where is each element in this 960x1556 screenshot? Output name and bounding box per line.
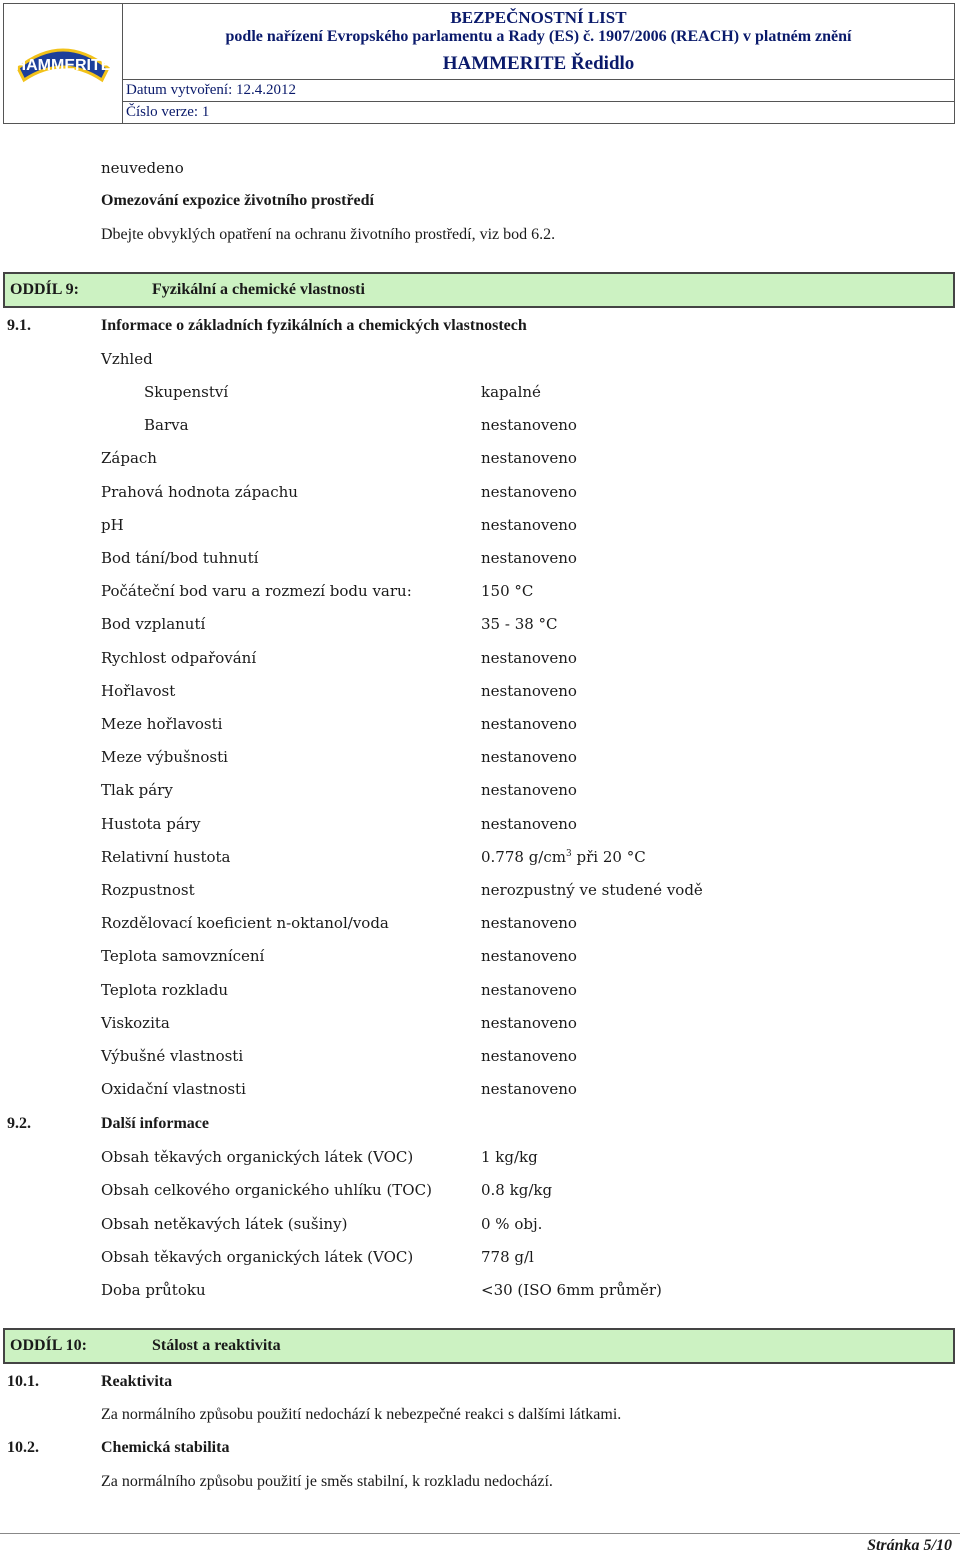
property-label: Tlak páry <box>101 781 173 799</box>
stability-text: Za normálního způsobu použití je směs stabilní, k rozkladu nedochází. <box>101 1473 553 1490</box>
property-label: Bod tání/bod tuhnutí <box>101 549 259 567</box>
hammerite-logo <box>4 4 122 123</box>
property-value <box>481 615 558 633</box>
reactivity-text: Za normálního způsobu použití nedochází k nebezpečné reakci s dalšími látkami. <box>101 1406 622 1423</box>
creation-date: Datum vytvoření: 12.4.2012 <box>126 82 296 98</box>
other-info-label: Obsah celkového organického uhlíku (TOC) <box>101 1181 432 1199</box>
property-label: Teplota samovznícení <box>101 947 265 965</box>
footer-divider <box>0 1533 960 1534</box>
subsection-9-2-number: 9.2. <box>7 1115 31 1132</box>
other-info-value: 0 % obj. <box>481 1215 543 1233</box>
subsection-10-1-title: Reaktivita <box>101 1373 173 1390</box>
property-value <box>481 549 577 567</box>
property-label: Hořlavost <box>101 682 176 700</box>
property-value <box>481 582 533 600</box>
intro-not-stated: neuvedeno <box>101 159 184 177</box>
property-value-text: nestanoveno <box>481 947 577 965</box>
env-exposure-heading: Omezování expozice životního prostředí <box>101 192 374 209</box>
subsection-9-1-number: 9.1. <box>7 317 31 334</box>
property-value <box>481 682 577 700</box>
property-label: Barva <box>144 416 189 434</box>
property-value-text: nestanoveno <box>481 682 577 700</box>
subsection-10-2-title: Chemická stabilita <box>101 1439 230 1456</box>
subsection-9-1-title: Informace o základních fyzikálních a chemických vlastnostech <box>101 317 527 334</box>
property-value-text: nerozpustný ve studené vodě <box>481 881 703 899</box>
property-label: Hustota páry <box>101 815 201 833</box>
header-info <box>123 4 954 123</box>
header-title-block <box>123 4 954 80</box>
property-value <box>481 914 577 932</box>
property-label: Rozdělovací koeficient n-oktanol/voda <box>101 914 389 932</box>
product-name: HAMMERITE Ředidlo <box>442 53 635 74</box>
property-value <box>481 1014 577 1032</box>
property-value-text: nestanoveno <box>481 914 577 932</box>
property-label: Relativní hustota <box>101 848 231 866</box>
section-9-title: Fyzikální a chemické vlastnosti <box>152 281 365 298</box>
property-label: Rychlost odpařování <box>101 649 257 667</box>
property-value-text: nestanoveno <box>481 516 577 534</box>
property-label: Rozpustnost <box>101 881 195 899</box>
property-value <box>481 449 577 467</box>
property-value-text: 0.778 g/cm <box>481 848 566 866</box>
property-value-text: nestanoveno <box>481 815 577 833</box>
property-value-text: nestanoveno <box>481 781 577 799</box>
logo-cell <box>4 4 123 123</box>
property-value <box>481 815 577 833</box>
other-info-value: 778 g/l <box>481 1248 534 1266</box>
property-value-text: nestanoveno <box>481 715 577 733</box>
property-value <box>481 881 703 899</box>
property-value-text: nestanoveno <box>481 416 577 434</box>
property-value <box>481 416 577 434</box>
property-value <box>481 483 577 501</box>
other-info-label: Obsah těkavých organických látek (VOC) <box>101 1248 414 1266</box>
section-9-label: ODDÍL 9: <box>10 281 79 298</box>
property-label: Viskozita <box>101 1014 170 1032</box>
header-date-row <box>123 80 954 102</box>
property-value <box>481 947 577 965</box>
section-9-header <box>3 272 955 308</box>
other-info-value: 1 kg/kg <box>481 1148 538 1166</box>
property-value-text: nestanoveno <box>481 483 577 501</box>
property-label: Výbušné vlastnosti <box>101 1047 244 1065</box>
property-value-text: nestanoveno <box>481 981 577 999</box>
property-value-text: nestanoveno <box>481 1014 577 1032</box>
property-label: Bod vzplanutí <box>101 615 206 633</box>
subsection-9-2-title: Další informace <box>101 1115 209 1132</box>
version-number: Číslo verze: 1 <box>126 104 210 120</box>
property-label: Zápach <box>101 449 157 467</box>
property-value <box>481 781 577 799</box>
property-value <box>481 516 577 534</box>
section-10-header <box>3 1328 955 1364</box>
document-header <box>3 3 955 124</box>
subsection-10-1-number: 10.1. <box>7 1373 39 1390</box>
section-10-title: Stálost a reaktivita <box>152 1337 281 1354</box>
doc-type-title: BEZPEČNOSTNÍ LIST <box>450 8 627 27</box>
other-info-value: <30 (ISO 6mm průměr) <box>481 1281 662 1299</box>
property-value-suffix: při 20 °C <box>571 848 646 866</box>
property-label: Prahová hodnota zápachu <box>101 483 298 501</box>
other-info-value: 0.8 kg/kg <box>481 1181 553 1199</box>
subsection-10-2-number: 10.2. <box>7 1439 39 1456</box>
property-value <box>481 1080 577 1098</box>
property-label: Skupenství <box>144 383 229 401</box>
property-value-text: nestanoveno <box>481 449 577 467</box>
unit-superscript: 3 <box>566 849 572 859</box>
property-value-text: nestanoveno <box>481 748 577 766</box>
logo-text: HAMMERITE <box>14 57 112 74</box>
header-version-row <box>123 102 954 123</box>
property-value <box>481 715 577 733</box>
other-info-label: Obsah netěkavých látek (sušiny) <box>101 1215 348 1233</box>
property-value-text: 35 - 38 °C <box>481 615 558 633</box>
property-label: Oxidační vlastnosti <box>101 1080 246 1098</box>
property-value <box>481 649 577 667</box>
property-value-text: nestanoveno <box>481 649 577 667</box>
property-value-text: 150 °C <box>481 582 534 600</box>
other-info-label: Doba průtoku <box>101 1281 206 1299</box>
property-value <box>481 848 646 866</box>
appearance-label: Vzhled <box>101 350 153 368</box>
property-value-text: nestanoveno <box>481 1047 577 1065</box>
property-label: Meze hořlavosti <box>101 715 223 733</box>
property-value <box>481 981 577 999</box>
section-10-label: ODDÍL 10: <box>10 1337 87 1354</box>
property-value-text: nestanoveno <box>481 549 577 567</box>
property-value <box>481 748 577 766</box>
env-exposure-text: Dbejte obvyklých opatření na ochranu životního prostředí, viz bod 6.2. <box>101 226 556 243</box>
other-info-label: Obsah těkavých organických látek (VOC) <box>101 1148 414 1166</box>
property-value-text: kapalné <box>481 383 541 401</box>
property-label: pH <box>101 516 124 534</box>
property-value-text: nestanoveno <box>481 1080 577 1098</box>
property-label: Teplota rozkladu <box>101 981 229 999</box>
property-label: Počáteční bod varu a rozmezí bodu varu: <box>101 582 412 600</box>
property-value <box>481 1047 577 1065</box>
regulation-line: podle nařízení Evropského parlamentu a Rady (ES) č. 1907/2006 (REACH) v platném znění <box>225 28 852 45</box>
property-value <box>481 383 541 401</box>
property-label: Meze výbušnosti <box>101 748 228 766</box>
page-number: Stránka 5/10 <box>867 1537 952 1554</box>
